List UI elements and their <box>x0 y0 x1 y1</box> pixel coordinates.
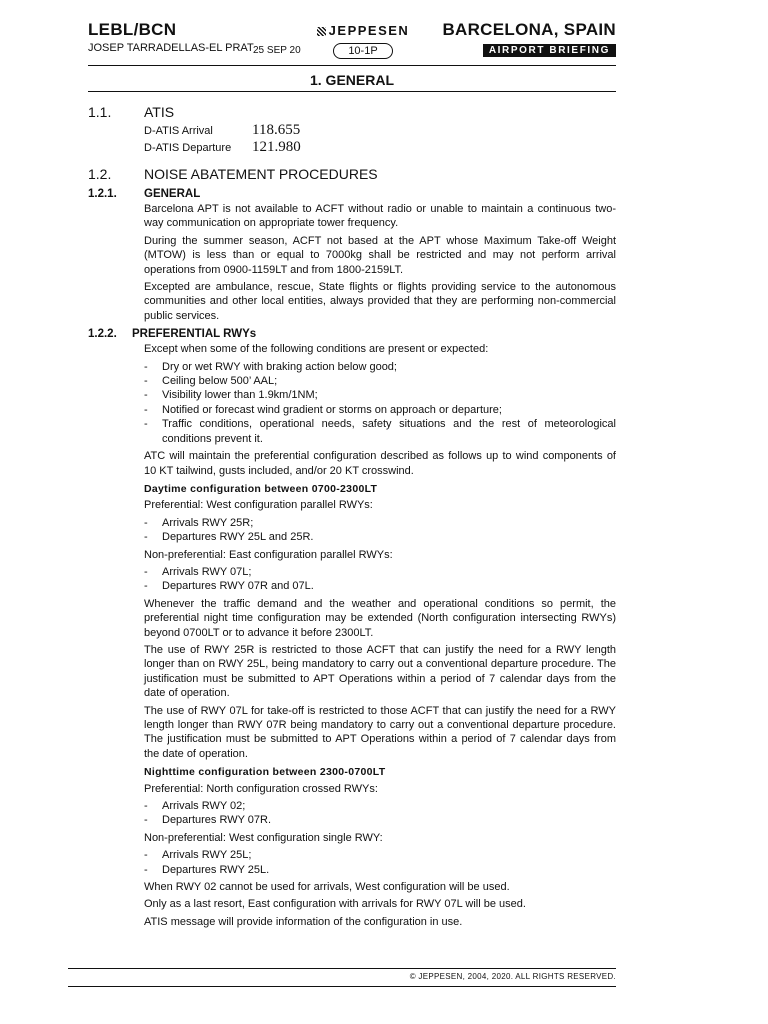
list-item: - Arrivals RWY 25L; <box>144 848 616 862</box>
chart-body <box>88 102 616 932</box>
nighttime-title: Nighttime configuration between 2300-0700LT <box>144 766 386 779</box>
copyright: © JEPPESEN, 2004, 2020. ALL RIGHTS RESERVED. <box>409 972 616 981</box>
daytime-title: Daytime configuration between 0700-2300LT <box>144 482 378 495</box>
header-left <box>88 20 254 54</box>
atis-number: 1.1. <box>88 104 112 120</box>
daytime-nonpref-list <box>144 565 616 594</box>
paragraph: Non-preferential: East configuration parallel RWYs: <box>144 548 393 561</box>
title-divider <box>88 91 616 92</box>
daytime-pref-list <box>144 516 616 545</box>
general-title: GENERAL <box>144 188 201 200</box>
list-item: - Dry or wet RWY with braking action below good; <box>144 360 616 374</box>
atis-arrival-freq: 118.655 <box>252 122 301 138</box>
nighttime-nonpref-list <box>144 848 616 877</box>
list-item: - Arrivals RWY 02; <box>144 799 616 813</box>
paragraph: When RWY 02 cannot be used for arrivals, West configuration will be used. <box>144 881 510 894</box>
paragraph: Preferential: North configuration crossed RWYs: <box>144 782 378 795</box>
chart-date: 25 SEP 20 <box>253 45 301 56</box>
jeppesen-logo <box>298 23 428 38</box>
atis-title: ATIS <box>144 104 175 120</box>
atis-arrival-label: D-ATIS Arrival <box>144 125 213 137</box>
paragraph: Barcelona APT is not available to ACFT without radio or unable to maintain a continuous two-way communication on appropriate tower frequency. <box>144 203 616 230</box>
list-item: - Departures RWY 07R. <box>144 813 616 827</box>
paragraph: During the summer season, ACFT not based at the APT whose Maximum Take-off Weight (MTOW) is less than or equal to 7000kg shall be restricted and may not perform arrival operations from 0900-1159LT and from 1800-2159LT. <box>144 234 616 276</box>
general-text <box>144 202 616 323</box>
chart-number: 10-1P <box>333 43 392 59</box>
list-item: - Notified or forecast wind gradient or storms on approach or departure; <box>144 403 616 417</box>
list-item: - Traffic conditions, operational needs, safety situations and the rest of meteorological conditions prevent it. <box>144 417 616 446</box>
header-divider <box>88 65 616 66</box>
preferential-heading <box>88 326 616 342</box>
preferential-text <box>144 342 616 929</box>
atis-arrival-row <box>144 122 616 139</box>
atis-departure-freq: 121.980 <box>252 139 301 155</box>
footer-divider <box>68 968 616 969</box>
noise-heading <box>88 164 616 184</box>
airport-name: JOSEP TARRADELLAS-EL PRAT <box>88 42 254 54</box>
list-item: - Departures RWY 25L. <box>144 863 616 877</box>
paragraph: Whenever the traffic demand and the weather and operational conditions so permit, the preferential night time configuration may be extended (North configuration intersecting RWYs) beyond 0700LT or to advance it before 2300LT. <box>144 597 616 639</box>
preferential-title: PREFERENTIAL RWYs <box>132 328 257 341</box>
paragraph: Preferential: West configuration parallel RWYs: <box>144 499 373 512</box>
paragraph: The use of RWY 07L for take-off is restricted to those ACFT that can justify the need for a RWY length longer than RWY 07R being mandatory to carry out a conventional departure procedure. The justification must be submitted to APT Operations within a period of 7 calendar days from the date of operation. <box>144 704 616 760</box>
paragraph: ATIS message will provide information of the configuration in use. <box>144 915 463 928</box>
noise-number: 1.2. <box>88 166 112 182</box>
list-item: - Visibility lower than 1.9km/1NM; <box>144 388 616 402</box>
atis-departure-label: D-ATIS Departure <box>144 142 232 154</box>
list-item: - Arrivals RWY 25R; <box>144 516 616 530</box>
conditions-list <box>144 360 616 446</box>
list-item: - Departures RWY 07R and 07L. <box>144 579 616 593</box>
list-item: - Ceiling below 500’ AAL; <box>144 374 616 388</box>
footer-divider-bottom <box>68 986 616 987</box>
nighttime-pref-list <box>144 799 616 828</box>
header-right <box>442 20 616 58</box>
header-center <box>298 23 428 59</box>
airport-code: LEBL/BCN <box>88 20 177 39</box>
paragraph: Excepted are ambulance, rescue, State flights or flights providing service to the autonomous communities and other local entities, always provided that they are performing non-commercial public services. <box>144 281 616 322</box>
paragraph: Non-preferential: West configuration single RWY: <box>144 831 383 844</box>
paragraph: Only as a last resort, East configuration with arrivals for RWY 07L will be used. <box>144 898 526 911</box>
atis-block <box>144 122 616 156</box>
list-item: - Arrivals RWY 07L; <box>144 565 616 579</box>
noise-title: NOISE ABATEMENT PROCEDURES <box>144 166 378 182</box>
paragraph: ATC will maintain the preferential configuration described as follows up to wind components of 10 KT tailwind, gusts included, and/or 20 KT crosswind. <box>144 450 616 477</box>
atis-heading <box>88 102 616 122</box>
general-heading <box>88 186 616 202</box>
city-name: BARCELONA, SPAIN <box>442 20 616 39</box>
general-number: 1.2.1. <box>88 188 117 200</box>
paragraph: Except when some of the following conditions are present or expected: <box>144 343 489 356</box>
jeppesen-logo-icon <box>317 27 326 36</box>
brand-name: JEPPESEN <box>328 23 410 38</box>
paragraph: The use of RWY 25R is restricted to those ACFT that can justify the need for a RWY length longer than on RWY 25L, being mandatory to carry out a conventional departure procedure. The justification must be submitted to APT Operations within a period of 7 calendar days from the date of operation. <box>144 643 616 700</box>
preferential-number: 1.2.2. <box>88 328 117 341</box>
atis-departure-row <box>144 139 616 156</box>
section-title: 1. GENERAL <box>309 72 394 88</box>
list-item: - Departures RWY 25L and 25R. <box>144 530 616 544</box>
briefing-badge: AIRPORT BRIEFING <box>483 44 616 57</box>
